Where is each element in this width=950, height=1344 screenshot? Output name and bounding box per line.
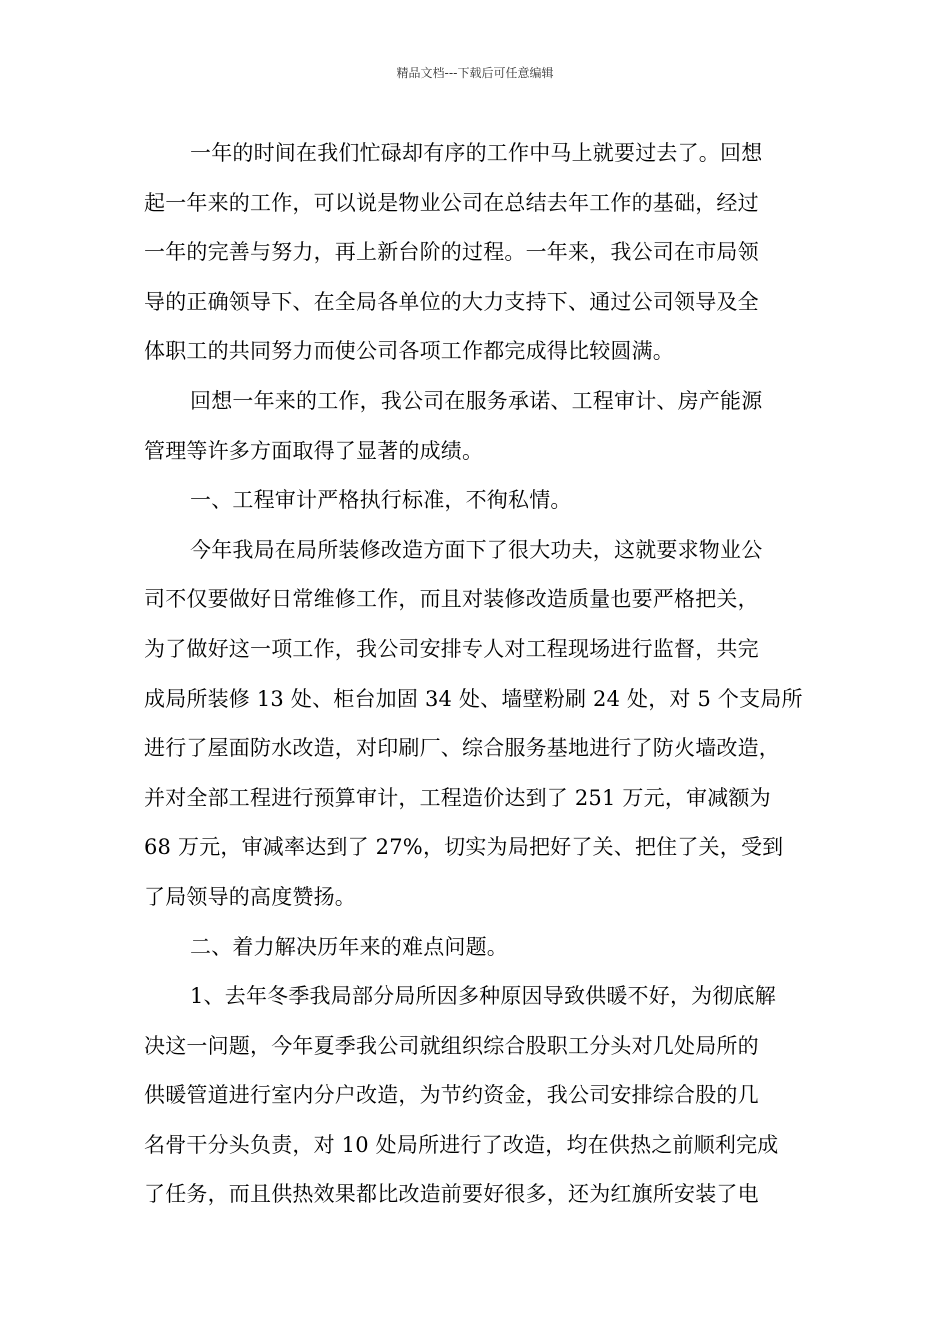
text-line: 二、着力解决历年来的难点问题。	[190, 934, 508, 959]
text-line: 一年的时间在我们忙碌却有序的工作中马上就要过去了。回想	[190, 141, 763, 165]
text-line: 名骨干分头负责，对 10 处局所进行了改造，均在供热之前顺利完成	[144, 1132, 779, 1157]
page-header: 精品文档---下载后可任意编辑	[396, 66, 554, 80]
text-line: 供暖管道进行室内分户改造，为节约资金，我公司安排综合股的几	[144, 1083, 759, 1108]
text-line: 并对全部工程进行预算审计，工程造价达到了 251 万元，审减额为	[144, 785, 771, 810]
text-line: 体职工的共同努力而使公司各项工作都完成得比较圆满。	[144, 339, 674, 364]
text-line: 今年我局在局所装修改造方面下了很大功夫，这就要求物业公	[190, 537, 763, 562]
text-line: 了局领导的高度赞扬。	[144, 884, 356, 909]
text-line: 回想一年来的工作，我公司在服务承诺、工程审计、房产能源	[190, 388, 763, 413]
text-line: 成局所装修 13 处、柜台加固 34 处、墙壁粉刷 24 处，对 5 个支局所	[144, 686, 803, 711]
text-line: 1、去年冬季我局部分局所因多种原因导致供暖不好，为彻底解	[190, 984, 776, 1009]
text-line: 决这一问题，今年夏季我公司就组织综合股职工分头对几处局所的	[144, 1033, 759, 1058]
text-line: 为了做好这一项工作，我公司安排专人对工程现场进行监督，共完	[144, 636, 759, 661]
text-line: 进行了屋面防水改造，对印刷厂、综合服务基地进行了防火墙改造，	[144, 736, 780, 761]
text-line: 司不仅要做好日常维修工作，而且对装修改造质量也要严格把关，	[144, 587, 759, 612]
text-line: 导的正确领导下、在全局各单位的大力支持下、通过公司领导及全	[144, 289, 759, 314]
text-line: 了任务，而且供热效果都比改造前要好很多，还为红旗所安装了电	[144, 1182, 759, 1207]
text-line: 一、工程审计严格执行标准，不徇私情。	[190, 488, 572, 513]
text-line: 起一年来的工作，可以说是物业公司在总结去年工作的基础，经过	[144, 190, 759, 215]
document-body	[144, 129, 824, 1220]
text-line: 一年的完善与努力，再上新台阶的过程。一年来，我公司在市局领	[144, 240, 759, 265]
text-line: 管理等许多方面取得了显著的成绩。	[144, 438, 484, 463]
text-line: 68 万元，审减率达到了 27%，切实为局把好了关、把住了关，受到	[144, 835, 784, 860]
